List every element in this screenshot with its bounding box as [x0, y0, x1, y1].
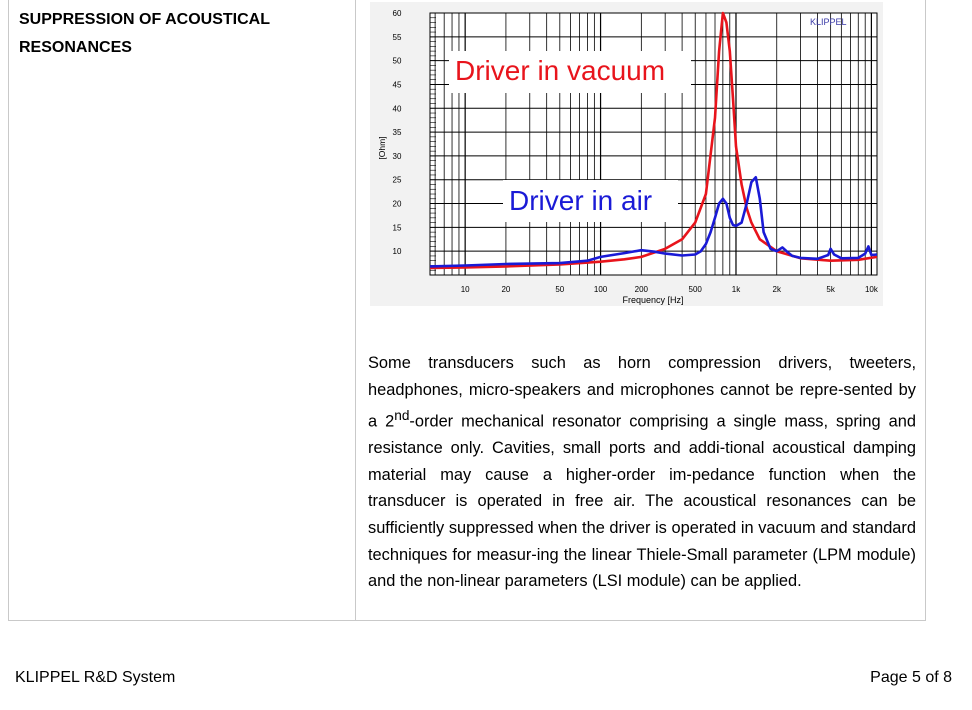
- impedance-chart-svg: [370, 2, 883, 306]
- footer-product-name: KLIPPEL R&D System: [15, 669, 176, 686]
- body-paragraph: Some transducers such as horn compression drivers, tweeters, headphones, micro-speakers and microphones cannot be repre-sented by a 2nd-order mechanical resonator comprising a single mass, spring and resistance only. Cavities, small ports and addi-tional acoustical damping material may cause a higher-order im-pedance function when the transducer is operated in free air. The acoustical resonances can be sufficiently suppressed when the driver is operated in vacuum and standard techniques for measur-ing the linear Thiele-Small parameter (LPM module) and the non-linear parameters (LSI module) can be applied.: [368, 354, 916, 591]
- y-tick-label: 45: [392, 80, 402, 90]
- x-tick-label: 100: [593, 285, 608, 294]
- y-tick-label: 15: [392, 223, 402, 233]
- x-axis-label: Frequency [Hz]: [622, 295, 684, 305]
- x-tick-label: 20: [501, 285, 511, 294]
- x-tick-label: 500: [688, 285, 702, 294]
- content-table: [8, 0, 926, 621]
- x-tick-label: 50: [555, 285, 565, 294]
- content-cell: [356, 0, 926, 620]
- y-tick-label: 40: [392, 104, 402, 114]
- y-tick-label: 35: [392, 128, 402, 138]
- y-tick-label: 50: [392, 56, 402, 66]
- y-tick-label: 25: [392, 175, 402, 185]
- y-tick-label: 20: [392, 199, 402, 209]
- y-tick-label: 10: [392, 247, 402, 257]
- y-axis: [393, 9, 436, 275]
- y-tick-label: 30: [392, 151, 402, 161]
- heading-cell: [9, 0, 356, 620]
- annotation-driver-in-air: Driver in air: [509, 185, 653, 216]
- annotation-driver-in-vacuum: Driver in vacuum: [455, 55, 666, 86]
- section-heading: SUPPRESSION OF ACOUSTICAL RESONANCES: [19, 11, 270, 56]
- x-tick-label: 5k: [826, 285, 835, 294]
- footer-page-number: Page 5 of 8: [870, 669, 952, 686]
- x-tick-label: 10: [460, 285, 470, 294]
- impedance-chart: [370, 2, 883, 306]
- x-tick-label: 10k: [864, 285, 878, 294]
- y-tick-label: 60: [392, 9, 402, 18]
- y-axis-label: [Ohm]: [377, 136, 387, 160]
- x-tick-label: 200: [634, 285, 649, 294]
- x-tick-label: 1k: [731, 285, 741, 294]
- y-tick-label: 55: [392, 32, 402, 42]
- x-tick-label: 2k: [772, 285, 781, 294]
- x-axis: [461, 285, 879, 294]
- klippel-watermark: KLIPPEL: [810, 17, 847, 27]
